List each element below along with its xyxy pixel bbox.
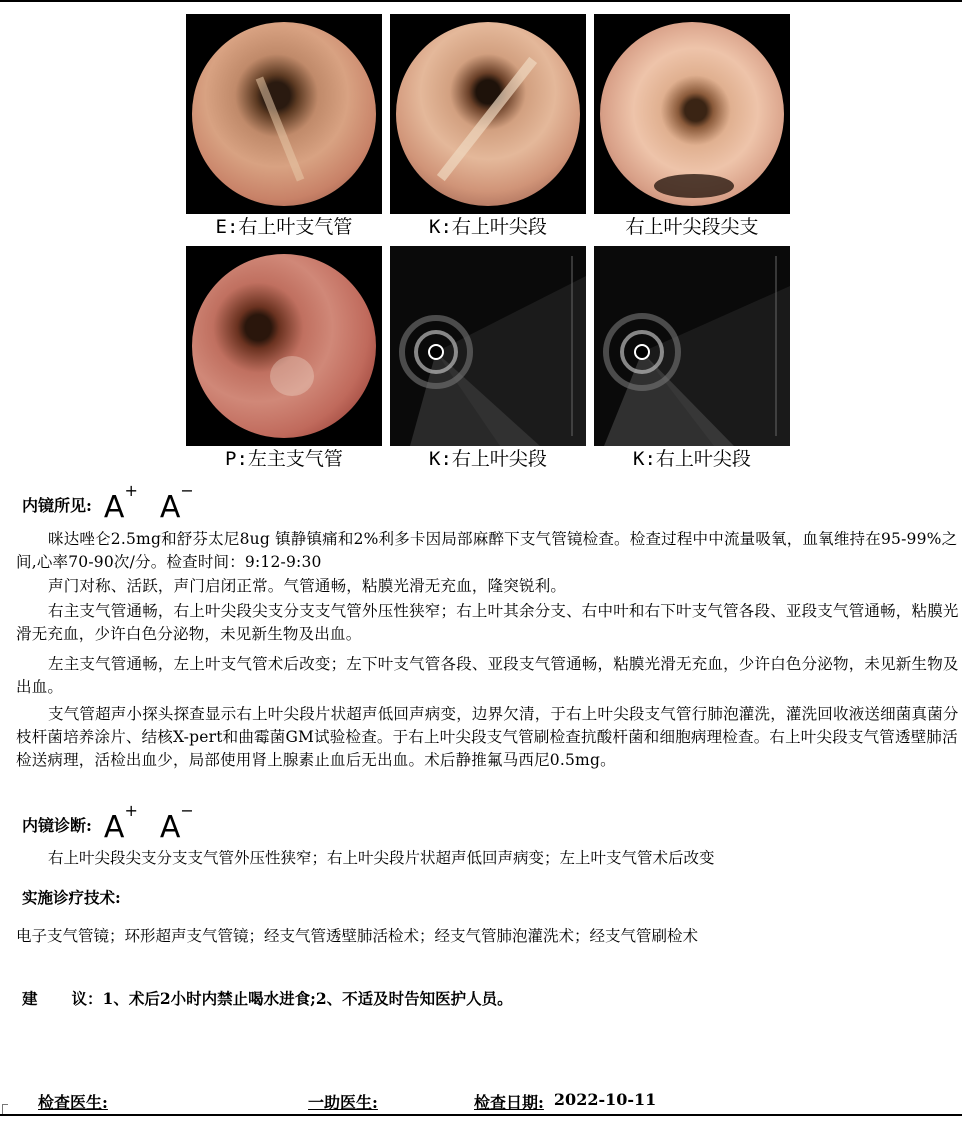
corner-mark [2, 1104, 8, 1114]
image-caption: K:右上叶尖段 [429, 448, 547, 470]
image-caption: P:左主支气管 [225, 448, 343, 470]
image-tile-5[interactable] [390, 246, 586, 472]
advice-text: 1、术后2小时内禁止喝水进食;2、不适及时告知医护人员。 [102, 989, 513, 1008]
findings-paragraph: 左主支气管通畅，左上叶支气管术后改变；左下叶支气管各段、亚段支气管通畅，粘膜光滑无充血，少许白色分泌物，未见新生物及出血。 [16, 655, 959, 696]
endoscopy-image [186, 246, 382, 446]
assistant-doctor-label: 一助医生: [308, 1093, 378, 1112]
exam-date [474, 1090, 656, 1113]
findings-header [22, 480, 194, 525]
diagnosis-title: 内镜诊断: [22, 815, 92, 835]
image-tile-1[interactable] [186, 14, 382, 240]
image-caption: 右上叶尖段尖支 [625, 216, 759, 238]
advice-line [22, 987, 513, 1009]
findings-title: 内镜所见: [22, 495, 92, 515]
diagnosis-header [22, 800, 194, 845]
assistant-doctor [308, 1090, 378, 1113]
endoscopy-image [186, 14, 382, 214]
exam-doctor-label: 检查医生: [38, 1093, 108, 1112]
ultrasound-image [390, 246, 586, 446]
findings-paragraph: 右主支气管通畅，右上叶尖段尖支分支支气管外压性狭窄；右上叶其余分支、右中叶和右下叶支气管各段、亚段支气管通畅，粘膜光滑无充血，少许白色分泌物，未见新生物及出血。 [16, 602, 959, 643]
ultrasound-image [594, 246, 790, 446]
image-tile-4[interactable] [186, 246, 382, 472]
font-increase-button[interactable]: A+ [103, 480, 138, 525]
advice-label-2: 议： [71, 989, 103, 1008]
image-tile-3[interactable] [594, 14, 790, 240]
techniques-text: 电子支气管镜；环形超声支气管镜；经支气管透壁肺活检术；经支气管肺泡灌洗术；经支气管刷检术 [16, 927, 699, 945]
font-decrease-button[interactable]: A− [159, 800, 194, 845]
findings-paragraph: 咪达唑仑2.5mg和舒芬太尼8ug 镇静镇痛和2%利多卡因局部麻醉下支气管镜检查。检查过程中中流量吸氧，血氧维持在95-99%之间,心率70-90次/分。检查时间：9:12-9:30 [16, 530, 958, 571]
ultrasound-scan [390, 246, 586, 446]
image-caption: K:右上叶尖段 [429, 216, 547, 238]
font-decrease-button[interactable]: A− [159, 480, 194, 525]
findings-paragraph: 支气管超声小探头探查显示右上叶尖段片状超声低回声病变，边界欠清，于右上叶尖段支气管行肺泡灌洗，灌洗回收液送细菌真菌分枝杆菌培养涂片、结核X-pert和曲霉菌GM试验检查。于右上叶尖段支气管刷检查抗酸杆菌和细胞病理检查。右上叶尖段支气管透壁肺活检送病理，活检出血少，局部使用肾上腺素止血后无出血。术后静推氟马西尼0.5mg。 [16, 705, 959, 769]
diagnosis-text: 右上叶尖段尖支分支支气管外压性狭窄；右上叶尖段片状超声低回声病变；左上叶支气管术后改变 [48, 849, 715, 867]
techniques-title: 实施诊疗技术: [22, 888, 121, 907]
top-rule [0, 0, 962, 2]
bottom-rule [0, 1114, 962, 1116]
exam-doctor [38, 1090, 108, 1113]
image-tile-6[interactable] [594, 246, 790, 472]
exam-date-value: 2022-10-11 [553, 1090, 657, 1109]
ultrasound-scan [594, 246, 790, 446]
font-increase-button[interactable]: A+ [103, 800, 138, 845]
image-tile-2[interactable] [390, 14, 586, 240]
endoscopy-image [390, 14, 586, 214]
exam-date-label: 检查日期: [474, 1093, 544, 1112]
image-caption: E:右上叶支气管 [215, 216, 353, 238]
endoscopy-image [594, 14, 790, 214]
advice-label-1: 建 [22, 989, 38, 1008]
image-caption: K:右上叶尖段 [633, 448, 751, 470]
findings-paragraph: 声门对称、活跃，声门启闭正常。气管通畅，粘膜光滑无充血，隆突锐利。 [48, 577, 567, 595]
